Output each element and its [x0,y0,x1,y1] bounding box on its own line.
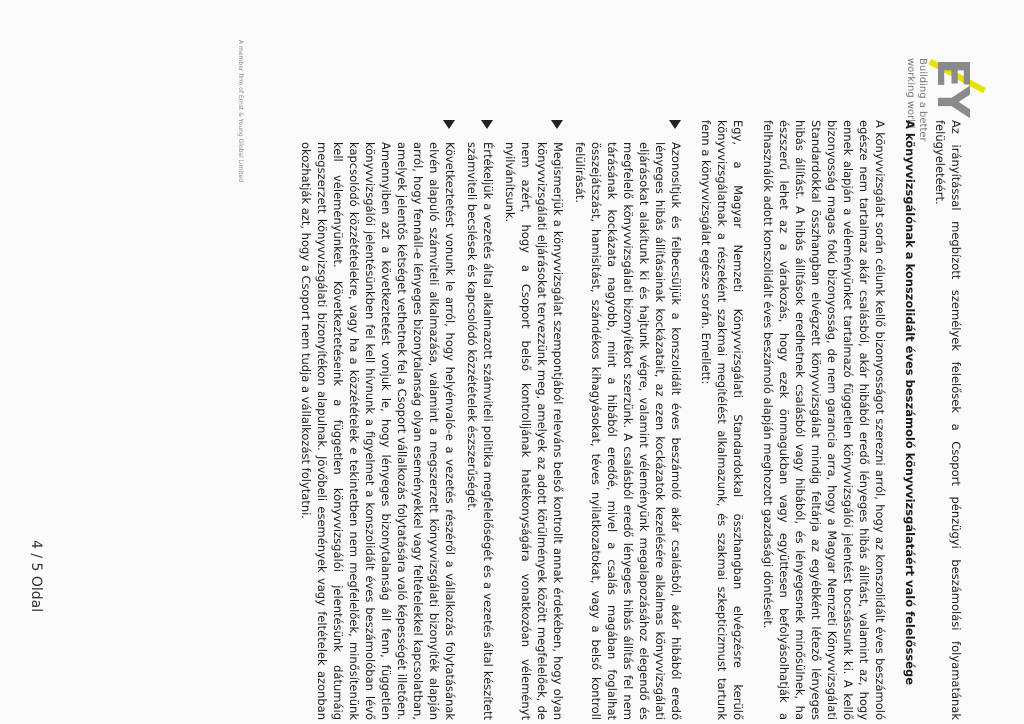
logo-tagline-line1: Building a better [917,58,928,142]
triangle-bullet-icon [669,120,681,129]
list-item [502,120,566,720]
list-item-text: Azonosítjuk és felbecsüljük a konszolidált éves beszámoló akár csalásból, akár hibából eredő lényeges hibás állításainak kockázatait, az ezen kockázatok kezelésére alkalmas könyvvizsgálati eljárásokat alakítunk ki és hajtunk végre, valamint véleményünk megalapozásához elegendő és megfelelő könyvvizsgálati bizonyítékot szerzünk. A csalásból eredő lényeges hibás állítás fel nem tárásának kockázata nagyobb, mint a hibából eredőé, mivel a csalás magában foglalhat összejátszást, hamisítást, szándékos kihagyásokat, téves nyilatkozatokat, vagy a belső kontroll felülírását. [573,142,683,720]
section-heading: A könyvvizsgálónak a konszolidált éves beszámoló könyvvizsgálatáért való felelőssége [903,120,917,686]
page-number: 4 / 5 Oldal [28,540,44,613]
bullet-list [298,120,684,720]
logo-tagline-line2: working world [905,58,916,129]
list-item [572,120,684,720]
list-item-text: Következtetést vonunk le arról, hogy helyénvaló-e a vezetés részéről a vállalkozás folytatásának elvén alapuló számviteli alkalmazása, valamint a megszerzett könyvvizsgálati bizonyíték alapján arról, hogy fennáll-e lényeges bizonytalanság olyan eseményekkel vagy feltételekkel kapcsolatban, amelyek jelentős kétséget vethetnek fel a Csoport vállalkozás folytatására való képességét illetően. Amennyiben azt a következtetést vonjuk le, hogy lényeges bizonytalanság áll fenn, független könyvvizsgálói jelentésünkben fel kell hívnunk a figyelmet a konszolidált éves beszámolóban lévő kapcsolódó közzétételekre, vagy ha a közzétételek e tekintetben nem megfelelőek, minősítenünk kell véleményünket. Következtetéseink a független könyvvizsgálói jelentésünk dátumáig megszerzett könyvvizsgálati bizonyítékon alapulnak. Jövőbeli események vagy feltételek azonban okozhatják azt, hogy a Csoport nem tudja a vállalkozást folytatni. [299,142,457,720]
paragraph-1: A könyvvizsgálat során célunk kellő bizonyosságot szerezni arról, hogy az konszolidált éves beszámoló egésze nem tartalmaz akár csalásból, akár hibából eredő lényeges hibás állítást, valamint az, hogy ennek alapján a véleményünket tartalmazó független könyvvizsgálói jelentést bocsássunk ki. A kellő bizonyosság magas fokú bizonyosság, de nem garancia arra, hogy a Magyar Nemzeti Könyvvizsgálati Standardokkal összhangban elvégzett könyvvizsgálat mindig feltárja az egyébként létező lényeges hibás állítást. A hibás állítások eredhetnek csalásból vagy hibából, és lényegesnek minősülnek, ha észszerű lehet az a várakozás, hogy ezek önmagukban vagy együttesen befolyásolhatják a felhasználók adott konszolidált éves beszámoló alapján meghozott gazdasági döntéseit. [761,120,887,720]
logo-brand-text: EY [927,58,978,116]
list-item-text: Értékeljük a vezetés által alkalmazott számviteli politika megfelelőségét és a vezetés által készített számviteli becslések és kapcsolódó közzétételek észszerűségét. [465,142,495,720]
triangle-bullet-icon [443,120,455,129]
triangle-bullet-icon [551,120,563,129]
list-item [464,120,496,720]
triangle-bullet-icon [481,120,493,129]
intro-paragraph: Az irányítással megbízott személyek felelősek a Csoport pénzügyi beszámolási folyamatának felügyeletéért. [933,120,963,720]
member-firm-note: A member firm of Ernst & Young Global Limited [237,40,244,183]
list-item [298,120,458,720]
list-item-text: Megismerjük a könyvvizsgálat szempontjából releváns belső kontrollt annak érdekében, hogy olyan könyvvizsgálati eljárásokat tervezzünk meg, amelyek az adott körülmények között megfelelőek, de nem azért, hogy a Csoport belső kontrolljának hatékonyságára vonatkozóan véleményt nyilvánítsunk. [503,142,565,720]
document-body [288,120,964,720]
paragraph-2: Egy, a Magyar Nemzeti Könyvvizsgálati Standardokkal összhangban elvégzésre kerülő könyvvizsgálatnak a részeként szakmai megítélést alkalmazunk, és szakmai szkepticizmust tartunk fenn a könyvvizsgálat egésze során. Emellett: [699,120,745,720]
